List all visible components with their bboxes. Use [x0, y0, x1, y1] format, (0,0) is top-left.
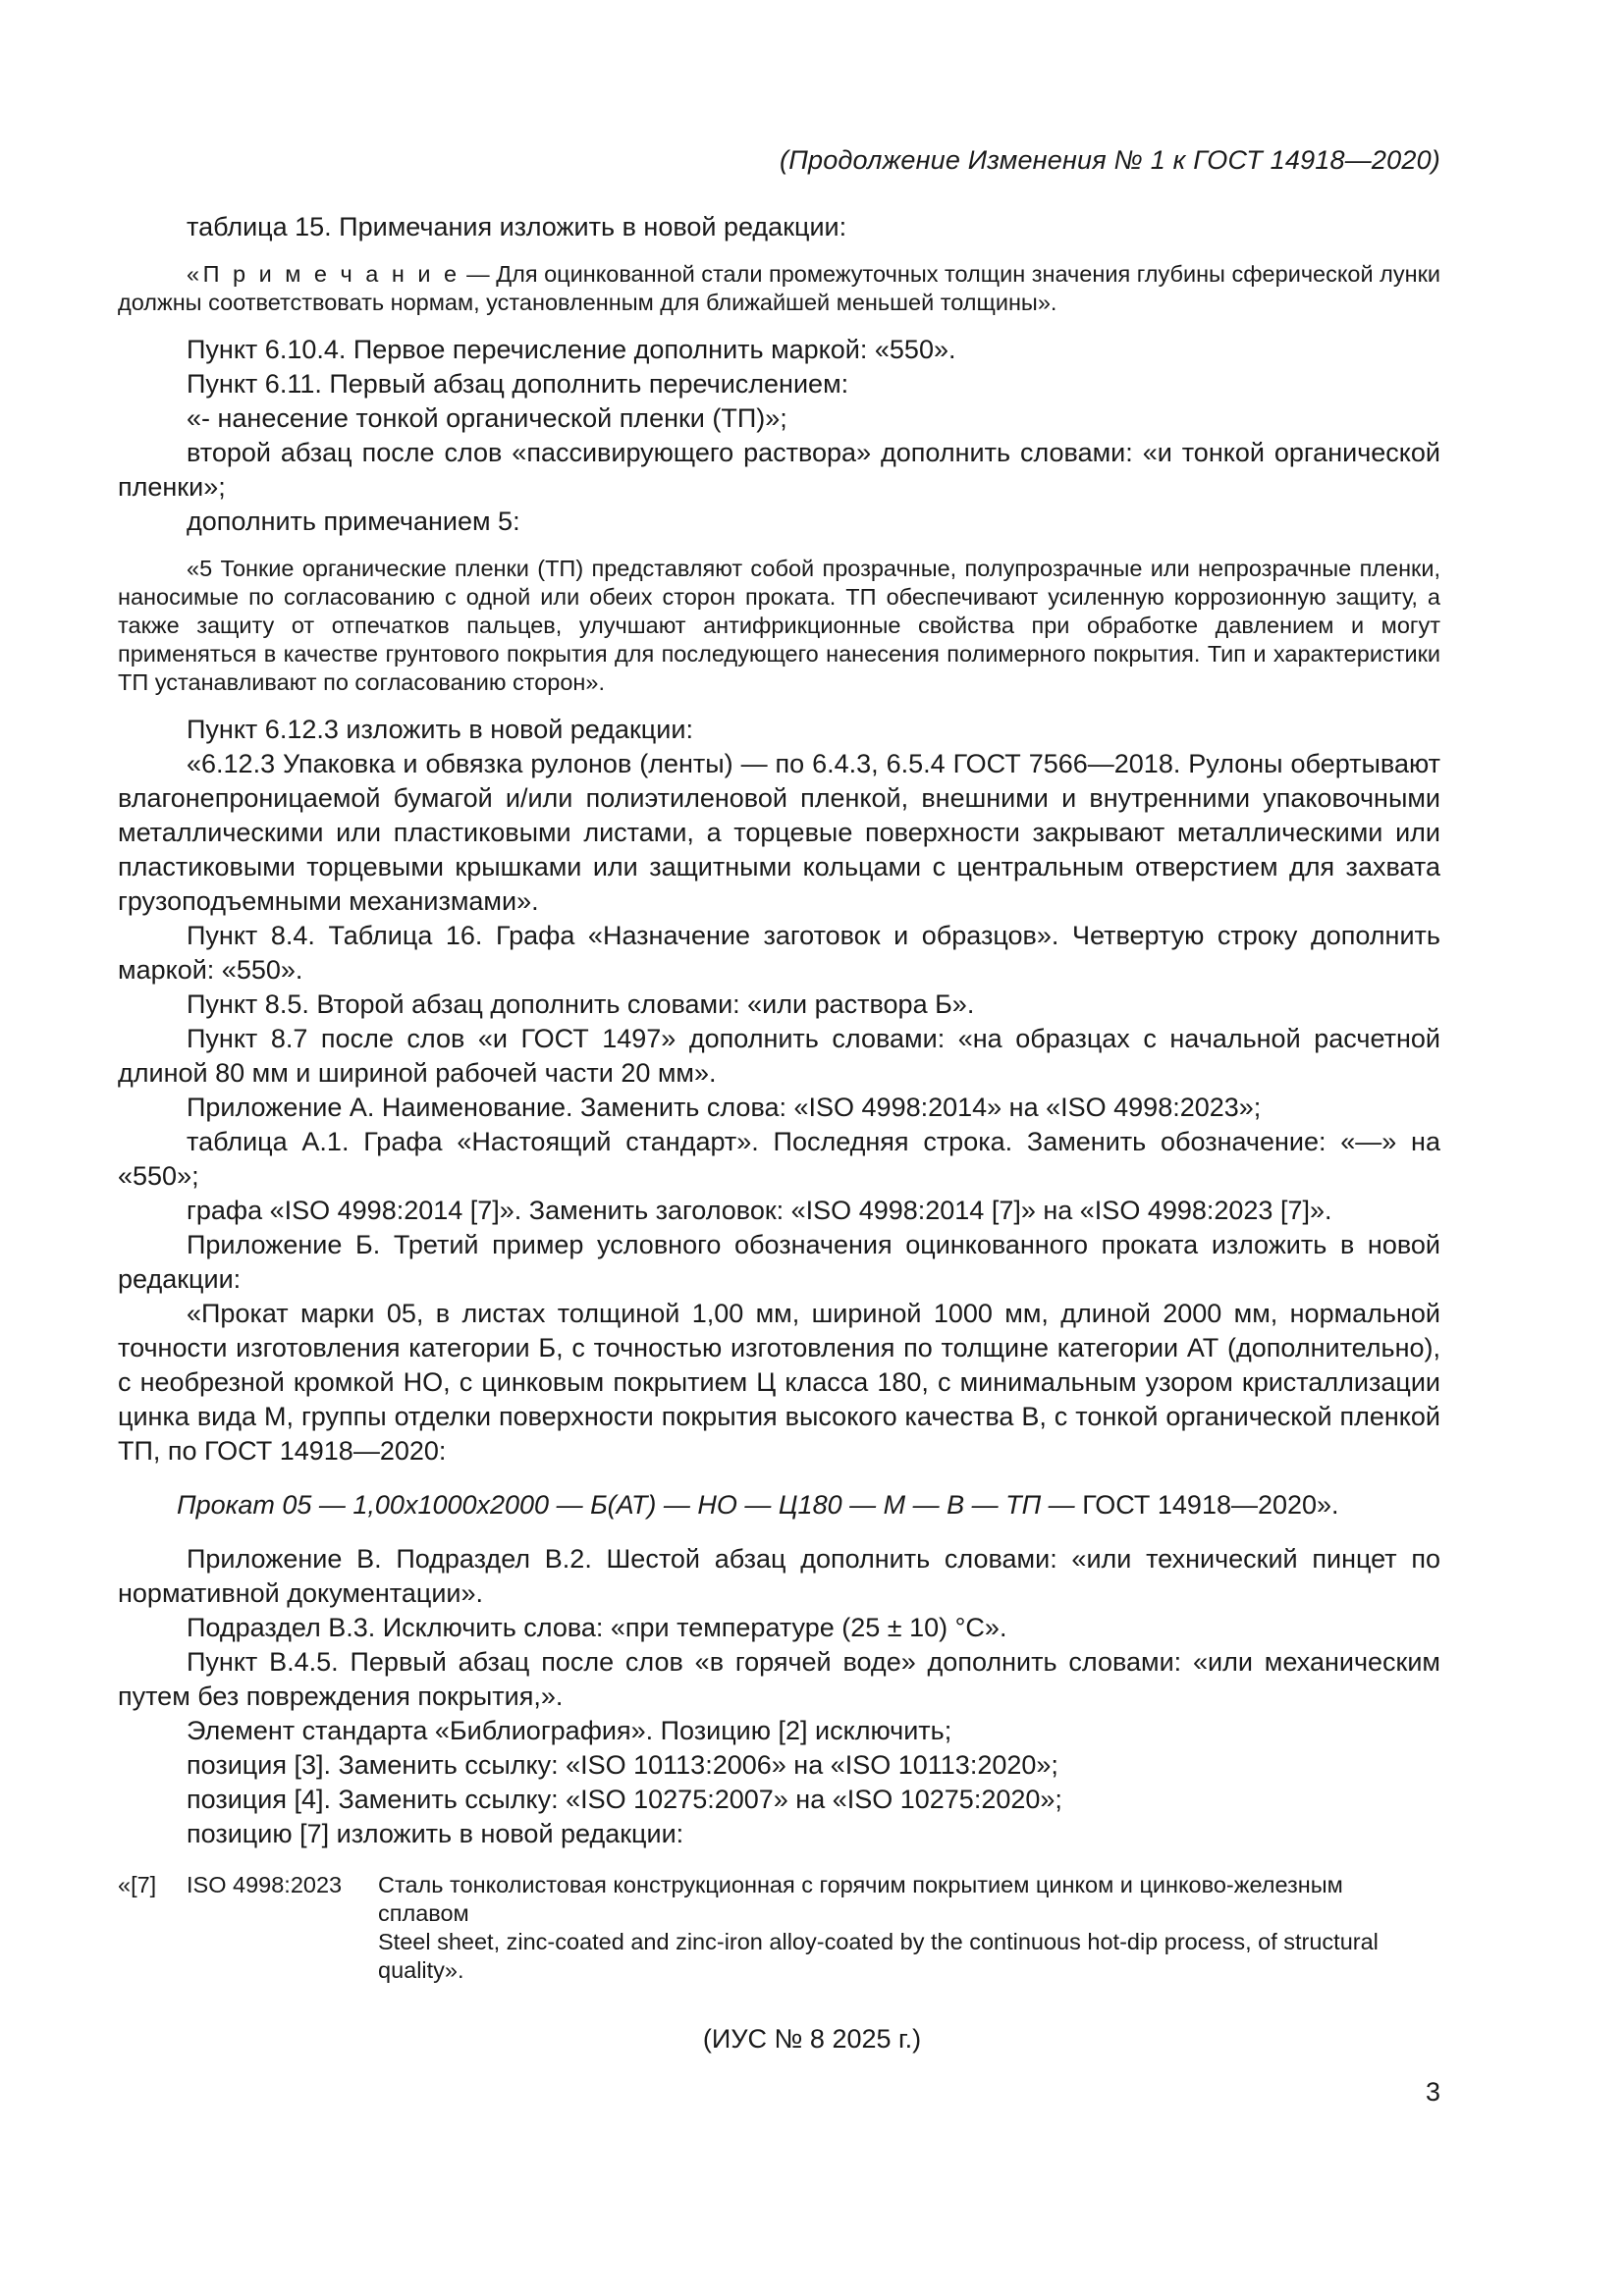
- paragraph: «6.12.3 Упаковка и обвязка рулонов (ленты) — по 6.4.3, 6.5.4 ГОСТ 7566—2018. Рулоны обертывают влагонепроницаемой бумагой и/или полиэтиленовой пленкой, внешними и внутренними упаковочными металлическими или пластиковыми листами, а торцевые поверхности закрывают металлическими или пластиковыми торцевыми крышками или защитными кольцами с центральным отверстием для захвата грузоподъемными механизмами».: [118, 749, 1440, 916]
- paragraph: таблица 15. Примечания изложить в новой редакции:: [187, 212, 847, 241]
- paragraph: Пункт 8.4. Таблица 16. Графа «Назначение заготовок и образцов». Четвертую строку дополнить маркой: «550».: [118, 921, 1440, 985]
- paragraph: Приложение В. Подраздел В.2. Шестой абзац дополнить словами: «или технический пинцет по нормативной документации».: [118, 1544, 1440, 1608]
- note-paragraph: «5 Тонкие органические пленки (ТП) представляют собой прозрачные, полупрозрачные или непрозрачные пленки, наносимые по согласованию с одной или обеих сторон проката. ТП обеспечивают усиленную коррозионную защиту, а также защиту от отпечатков пальцев, улучшают антифрикционные свойства при обработке давлением и могут применяться в качестве грунтового покрытия для последующего нанесения полимерного покрытия. Тип и характеристики ТП устанавливают по согласованию сторон».: [118, 556, 1440, 695]
- bibliography-standard: ISO 4998:2023: [187, 1872, 343, 1897]
- note-paragraph: [118, 260, 1440, 317]
- paragraph: Пункт 8.7 после слов «и ГОСТ 1497» дополнить словами: «на образцах с начальной расчетной длиной 80 мм и шириной рабочей части 20 мм».: [118, 1024, 1440, 1088]
- paragraph: Пункт 8.5. Второй абзац дополнить словами: «или раствора Б».: [187, 989, 975, 1019]
- paragraph: графа «ISO 4998:2014 [7]». Заменить заголовок: «ISO 4998:2014 [7]» на «ISO 4998:2023 [7]».: [187, 1196, 1332, 1225]
- paragraph: «Прокат марки 05, в листах толщиной 1,00 мм, шириной 1000 мм, длиной 2000 мм, нормальной точности изготовления категории Б, с точностью изготовления по толщине категории АТ (дополнительно), с необрезной кромкой НО, с цинковым покрытием Ц класса 180, с минимальным узором кристаллизации цинка вида М, группы отделки поверхности покрытия высокого качества В, с тонкой органической пленкой ТП, по ГОСТ 14918—2020:: [118, 1299, 1440, 1466]
- note-text: — Для оцинкованной стали промежуточных толщин значения глубины сферической лунки должны соответствовать нормам, установленным для ближайшей меньшей толщины».: [118, 261, 1441, 315]
- page-number: 3: [1425, 2077, 1440, 2107]
- formula-standard-part: ГОСТ 14918—2020».: [1082, 1490, 1339, 1520]
- bibliography-title-en: Steel sheet, zinc-coated and zinc-iron alloy-coated by the continuous hot-dip process, of structural quality».: [378, 1929, 1379, 1983]
- formula-italic-part: Прокат 05 — 1,00x1000x2000 — Б(АТ) — НО — Ц180 — М — В — ТП —: [177, 1490, 1083, 1520]
- bibliography-number: «[7]: [118, 1872, 157, 1897]
- paragraph: Элемент стандарта «Библиография». Позицию [2] исключить;: [187, 1716, 952, 1745]
- paragraph: «- нанесение тонкой органической пленки (ТП)»;: [187, 403, 787, 433]
- paragraph: Подраздел В.3. Исключить слова: «при температуре (25 ± 10) °С».: [187, 1613, 1007, 1642]
- paragraph: Приложение А. Наименование. Заменить слова: «ISO 4998:2014» на «ISO 4998:2023»;: [187, 1093, 1262, 1122]
- paragraph: таблица А.1. Графа «Настоящий стандарт». Последняя строка. Заменить обозначение: «—» на «550»;: [118, 1127, 1440, 1191]
- note-label: «П р и м е ч а н и е: [187, 261, 460, 287]
- paragraph: Приложение Б. Третий пример условного обозначения оцинкованного проката изложить в новой редакции:: [118, 1230, 1440, 1294]
- designation-formula: [118, 1488, 1440, 1522]
- document-body: [118, 210, 1440, 1985]
- bibliography-titles: [378, 1871, 1440, 1985]
- paragraph: Пункт В.4.5. Первый абзац после слов «в горячей воде» дополнить словами: «или механическим путем без повреждения покрытия,».: [118, 1647, 1440, 1711]
- paragraph: второй абзац после слов «пассивирующего раствора» дополнить словами: «и тонкой органической пленки»;: [118, 438, 1440, 502]
- bibliography-title-ru: Сталь тонколистовая конструкционная с горячим покрытием цинком и цинково-железным сплавом: [378, 1872, 1343, 1926]
- paragraph: позицию [7] изложить в новой редакции:: [187, 1819, 684, 1848]
- page-header: (Продолжение Изменения № 1 к ГОСТ 14918—2020): [780, 145, 1440, 175]
- ius-reference: (ИУС № 8 2025 г.): [702, 2024, 922, 2054]
- paragraph: Пункт 6.10.4. Первое перечисление дополнить маркой: «550».: [187, 335, 956, 364]
- paragraph: позиция [3]. Заменить ссылку: «ISO 10113:2006» на «ISO 10113:2020»;: [187, 1750, 1058, 1780]
- paragraph: дополнить примечанием 5:: [187, 507, 520, 536]
- paragraph: Пункт 6.11. Первый абзац дополнить перечислением:: [187, 369, 849, 399]
- bibliography-entry: [118, 1871, 1440, 1985]
- paragraph: Пункт 6.12.3 изложить в новой редакции:: [187, 715, 693, 744]
- paragraph: позиция [4]. Заменить ссылку: «ISO 10275:2007» на «ISO 10275:2020»;: [187, 1785, 1062, 1814]
